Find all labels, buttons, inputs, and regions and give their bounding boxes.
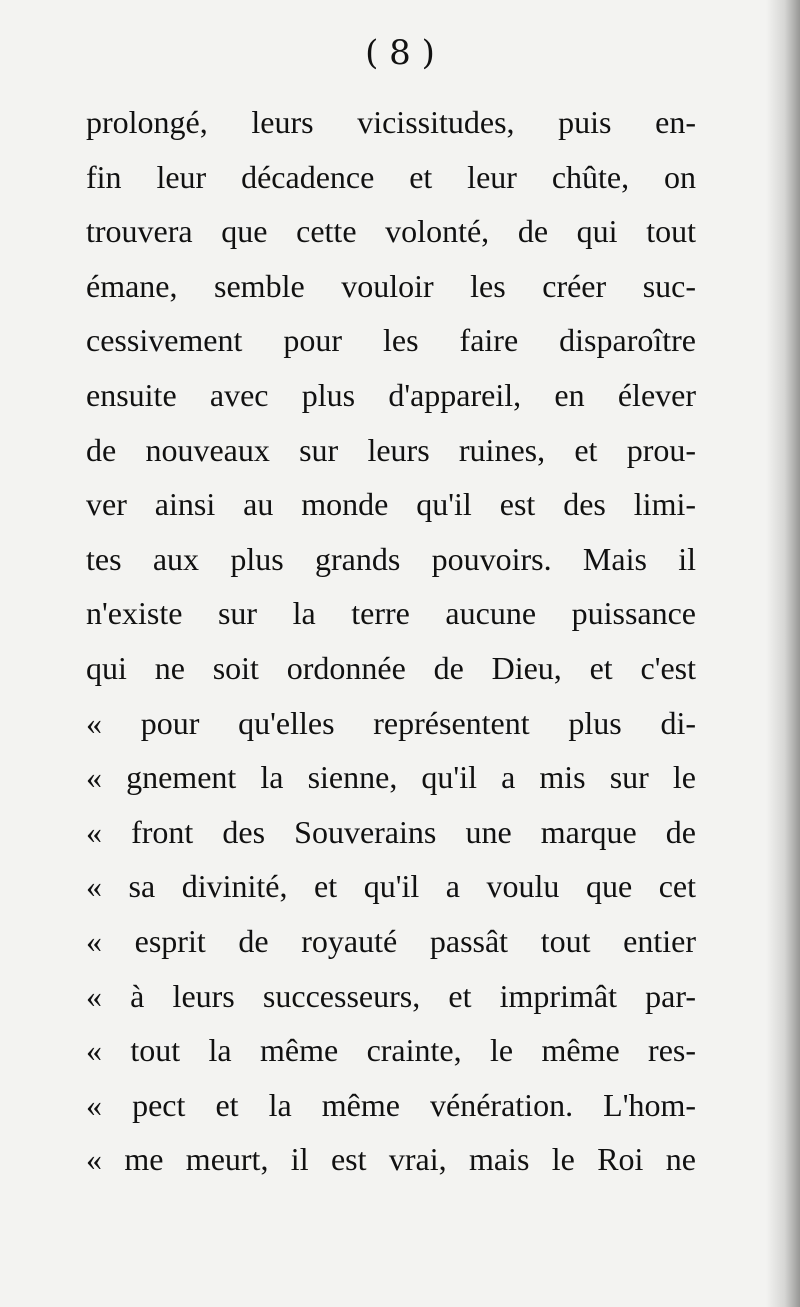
text-line: tes aux plus grands pouvoirs. Mais il	[86, 540, 696, 577]
quoted-text-line: « à leurs successeurs, et imprimât par-	[86, 977, 696, 1014]
page-number: ( 8 )	[365, 33, 435, 73]
quoted-text-line: « esprit de royauté passât tout entier	[86, 922, 696, 959]
quoted-text-line: « gnement la sienne, qu'il a mis sur le	[86, 759, 696, 796]
text-line: cessivement pour les faire disparoître	[86, 322, 696, 359]
quoted-text-line: « pect et la même vénération. L'hom-	[86, 1086, 696, 1123]
page-edge-shadow	[766, 0, 800, 1307]
text-line: ver ainsi au monde qu'il est des limi-	[86, 486, 696, 523]
quoted-text-line: « pour qu'elles représentent plus di-	[86, 704, 696, 741]
text-line: fin leur décadence et leur chûte, on	[86, 158, 696, 195]
quoted-text-line: « front des Souverains une marque de	[86, 813, 696, 850]
text-line: émane, semble vouloir les créer suc-	[86, 267, 696, 304]
text-body	[86, 95, 696, 1187]
text-line: ensuite avec plus d'appareil, en élever	[86, 376, 696, 413]
quoted-text-line: « me meurt, il est vrai, mais le Roi ne	[86, 1141, 696, 1178]
quoted-text-line: « tout la même crainte, le même res-	[86, 1032, 696, 1069]
quoted-text-line: « sa divinité, et qu'il a voulu que cet	[86, 868, 696, 905]
text-line: trouvera que cette volonté, de qui tout	[86, 213, 696, 250]
text-line: prolongé, leurs vicissitudes, puis en-	[86, 104, 696, 140]
text-line: de nouveaux sur leurs ruines, et prou-	[86, 431, 696, 468]
text-line: n'existe sur la terre aucune puissance	[86, 595, 696, 632]
text-line: qui ne soit ordonnée de Dieu, et c'est	[86, 649, 696, 686]
